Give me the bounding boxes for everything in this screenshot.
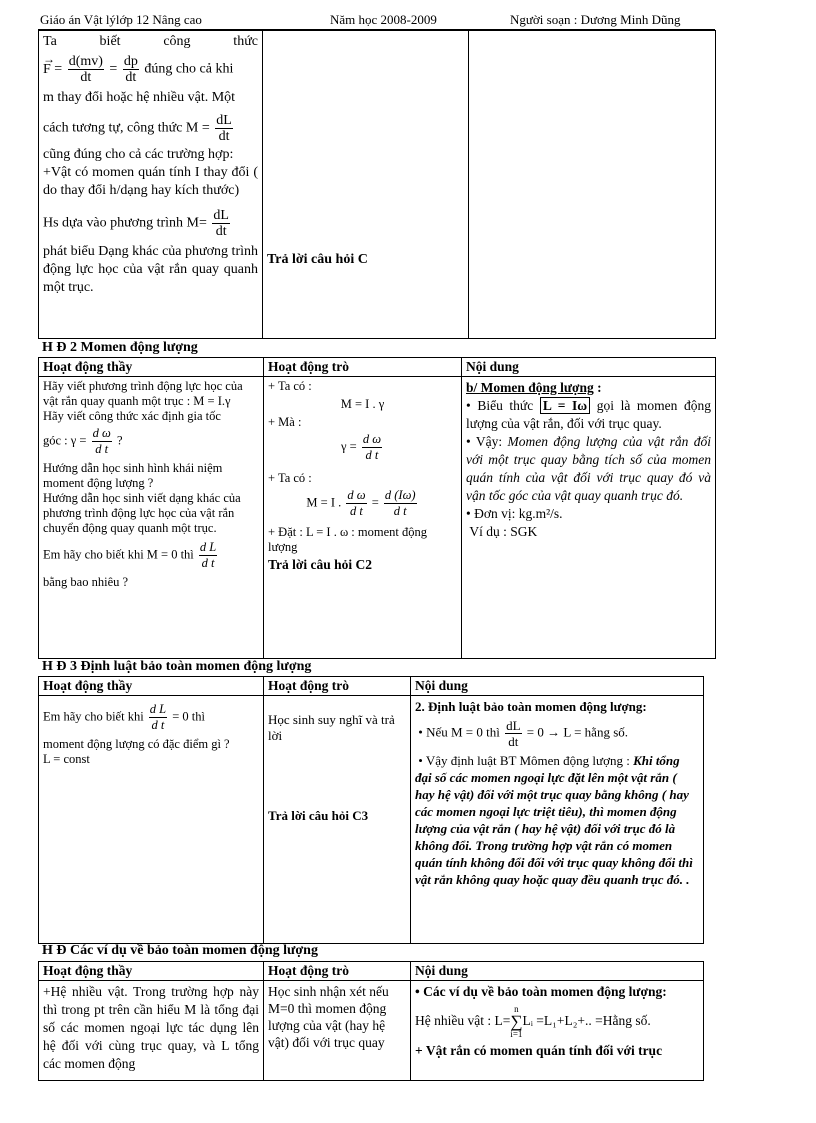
section-2-table bbox=[38, 357, 716, 659]
s3-teacher-cell: Em hãy cho biết khi $\frac{\text{d L}}{\text{d t}}$ = 0 thì moment động lượng có đặc điểm gì ? L = const bbox=[39, 696, 264, 944]
s2-content-cell: b/ Momen động lượng : • Biểu thức L = Iω gọi là momen động lượng của vật rắn, đối với trục quay. • Vậy: Momen động lượng của vật rắn đối với một trục quay bằng tích số của momen quán tính của vật đối với trục quay đó và vận tốc góc của vật quay quanh trục đó. • Đơn vị: kg.m²/s. Ví dụ : SGK bbox=[462, 377, 716, 659]
header-author: Người soạn : Dương Minh Dũng bbox=[510, 12, 681, 27]
s2-header-content: Nội dung bbox=[462, 358, 716, 377]
header-course: Giáo án Vật lýlớp 12 Nâng cao bbox=[40, 12, 202, 27]
s4-header-content: Nội dung bbox=[411, 962, 704, 981]
top-text-8: phát biểu Dạng khác của phương trình động lực học của vật rắn quay quanh một trục. bbox=[43, 244, 258, 295]
top-equation-line: Hs dựa vào phương trình M= $\frac{dL}{dt}$ bbox=[43, 208, 229, 239]
s2-header-student: Hoạt động trò bbox=[264, 358, 462, 377]
s4-teacher-cell: +Hệ nhiều vật. Trong trường hợp này thì trong pt trên cần hiểu M là tổng đại số các momen ngoại lực tác dụng lên hệ đối với cùng trục quay, và L tổng các momen động bbox=[39, 981, 264, 1081]
top-moment-formula: cách tương tự, công thức M = $\frac{dL}{dt}$ bbox=[43, 113, 232, 144]
s3-header-teacher: Hoạt động thầy bbox=[39, 677, 264, 696]
s4-content-cell: • Các ví dụ về bảo toàn momen động lượng: Hệ nhiều vật : L=n ∑ i=1Lᵢ =L₁+L₂+.. =Hằng số. + Vật rắn có momen quán tính đối với trục bbox=[411, 981, 704, 1081]
frac-dp-den: dt bbox=[125, 70, 137, 85]
s2-teacher-cell: Hãy viết phương trình động lực học của vật rắn quay quanh một trục : M = I.γ Hãy viết công thức xác định gia tốc góc : γ = $\frac{\text{d ω}}{\text{d t}}$ ? Hướng dẫn học sinh hình khái niệm moment động lượng ? Hướng dẫn học sinh viết dạng khác của phương trình động lực học của vật rắn chuyển động quay quanh một trục. Em hãy cho biết khi M = 0 thì $\frac{\text{d L}}{\text{d t}}$ bằng bao nhiêu ? bbox=[39, 377, 264, 659]
section-2-title: H Đ 2 Momen động lượng bbox=[42, 340, 198, 355]
top-student-cell bbox=[263, 31, 469, 339]
section-3-title: H Đ 3 Định luật bảo toàn momen động lượng bbox=[42, 659, 312, 674]
s2-student-cell: + Ta có : M = I . γ + Mà : γ = $\frac{\text{d ω}}{\text{d t}}$ + Ta có : M = I . $\frac{\text{d ω}}{\text{d t}}$ = $\frac{d (I\omega)}{\text{d t}}$ + Đặt : L = I . ω : moment động lượng Trả lời câu hỏi C2 bbox=[264, 377, 462, 659]
section-3-table bbox=[38, 676, 704, 944]
frac-dmv-den: dt bbox=[80, 70, 92, 85]
s4-student-cell: Học sinh nhận xét nếu M=0 thì momen động lượng của vật (hay hệ vật) đối với trục quay bbox=[264, 981, 411, 1081]
top-teacher-cell bbox=[39, 31, 263, 339]
header-school-year: Năm học 2008-2009 bbox=[330, 12, 437, 27]
s3-header-student: Hoạt động trò bbox=[264, 677, 411, 696]
s3-header-content: Nội dung bbox=[411, 677, 704, 696]
top-content-cell bbox=[469, 31, 716, 339]
s4-header-teacher: Hoạt động thầy bbox=[39, 962, 264, 981]
section-4-title: H Đ Các ví dụ về bảo toàn momen động lượng bbox=[42, 943, 318, 958]
top-table bbox=[38, 30, 716, 339]
s2-answer-c2: Trả lời câu hỏi C2 bbox=[268, 557, 372, 572]
s3-content-cell: 2. Định luật bảo toàn momen động lượng: • Nếu M = 0 thì $\frac{dL}{dt}$ = 0 → L = hằng số. • Vậy định luật BT Mômen động lượng : Khi tổng đại số các momen ngoại lực đặt lên một vật rắn ( hay hệ vật) đối với một trục quay bằng không ( hay các momen ngoại lực triệt tiêu), thì momen động lượng của vật rắn ( hay hệ vật) đối với trục đó là không đổi. Trong trường hợp vật rắn có momen quán tính không đổi đối với trục quay không đổi thì vật rắn không quay hoặc quay đều quanh trục đó. . bbox=[411, 696, 704, 944]
frac-dp-num: dp bbox=[123, 54, 138, 69]
s3-student-cell: Học sinh suy nghĩ và trả lời Trả lời câu hỏi C3 bbox=[264, 696, 411, 944]
top-text-2: đúng cho cả khi bbox=[144, 61, 234, 77]
section-4-table bbox=[38, 961, 704, 1081]
top-text-6: +Vật có momen quán tính I thay đổi ( do thay đổi h/dạng hay kích thước) bbox=[43, 165, 258, 198]
top-force-formula: → F = $\frac{d(mv)}{dt}$ = $\frac{dp}{dt}$ đúng cho cả khi bbox=[43, 51, 234, 85]
s2-header-teacher: Hoạt động thầy bbox=[39, 358, 264, 377]
page-header bbox=[40, 12, 720, 30]
top-text-3: m thay đổi hoặc hệ nhiều vật. Một bbox=[43, 90, 236, 105]
s3-answer-c3: Trả lời câu hỏi C3 bbox=[268, 808, 369, 823]
top-answer-c: Trả lời câu hỏi C bbox=[267, 252, 368, 267]
s4-header-student: Hoạt động trò bbox=[264, 962, 411, 981]
top-text-5: cũng đúng cho cả các trường hợp: bbox=[43, 147, 234, 162]
frac-dmv-num: d(mv) bbox=[68, 54, 103, 69]
momentum-formula-box: L = Iω bbox=[540, 397, 590, 414]
top-text-1: Ta biết công thức bbox=[43, 34, 258, 49]
